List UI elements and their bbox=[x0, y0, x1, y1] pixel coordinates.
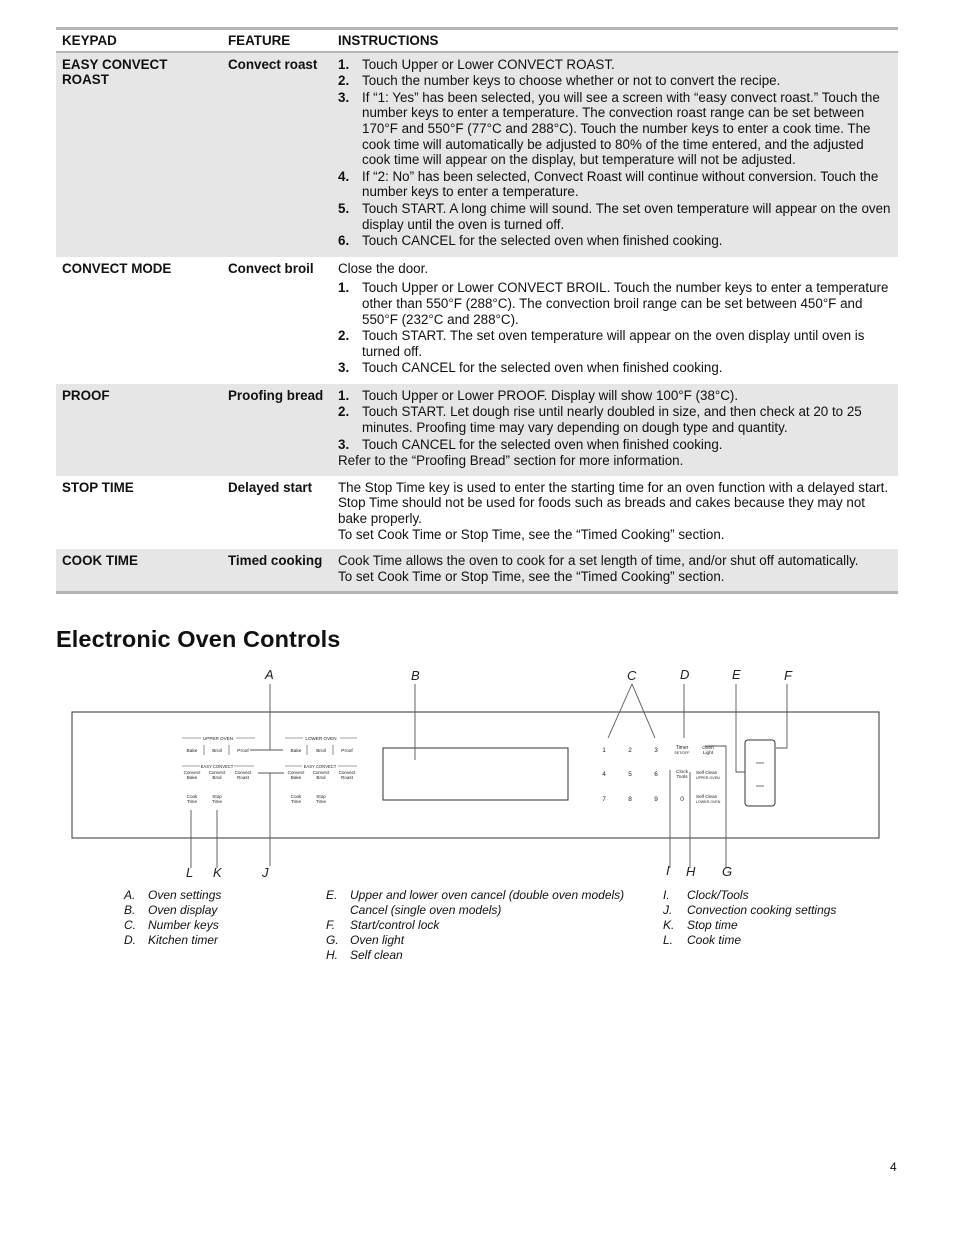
page-number: 4 bbox=[890, 1160, 897, 1174]
legend-item bbox=[124, 888, 304, 903]
upper-oven-key[interactable]: Proof bbox=[237, 749, 249, 754]
instruction-step bbox=[338, 90, 892, 168]
callout-b: B bbox=[411, 668, 420, 683]
callout-d: D bbox=[680, 667, 690, 682]
number-key[interactable]: 8 bbox=[628, 796, 632, 803]
lower-oven-key[interactable]: Broil bbox=[316, 749, 326, 754]
instructions-cell bbox=[332, 52, 898, 257]
upper-convect-key[interactable]: Broil bbox=[212, 775, 222, 780]
lower-time-key[interactable]: Stop bbox=[316, 794, 326, 799]
legend-item bbox=[663, 933, 843, 948]
callout-c: C bbox=[627, 668, 637, 683]
legend-text: Upper and lower oven cancel (double oven models) Cancel (single oven models) bbox=[350, 888, 625, 917]
clock-tools-key[interactable]: Tools bbox=[676, 775, 688, 780]
step-number: 1. bbox=[338, 280, 350, 296]
number-key[interactable]: 5 bbox=[628, 771, 632, 778]
upper-oven-label: UPPER OVEN bbox=[202, 736, 234, 741]
step-number: 2. bbox=[338, 328, 350, 344]
instruction-step bbox=[338, 233, 892, 249]
legend-letter: I. bbox=[663, 888, 670, 902]
callout-e: E bbox=[732, 667, 741, 682]
legend-item bbox=[124, 903, 304, 918]
keypad-cell: STOP TIME bbox=[62, 479, 134, 495]
lower-time-key[interactable]: Cook bbox=[290, 794, 302, 799]
callout-l: L bbox=[186, 865, 194, 880]
instruction-steps bbox=[338, 280, 892, 376]
instruction-step bbox=[338, 280, 892, 327]
legend-text: Oven light bbox=[350, 933, 405, 947]
legend-text: Self clean bbox=[350, 948, 403, 962]
instruction-line: To set Cook Time or Stop Time, see the “Timed Cooking” section. bbox=[338, 526, 725, 542]
legend-item bbox=[326, 888, 646, 918]
legend-letter: L. bbox=[663, 933, 674, 947]
instruction-step bbox=[338, 388, 892, 404]
legend-letter: A. bbox=[124, 888, 136, 902]
header-instructions: INSTRUCTIONS bbox=[332, 29, 898, 52]
table-row bbox=[56, 476, 898, 549]
self-clean-lower-key[interactable]: LOWER OVEN bbox=[696, 800, 721, 804]
legend-text: Stop time bbox=[687, 918, 738, 932]
number-key[interactable]: 6 bbox=[654, 771, 658, 778]
legend-letter: K. bbox=[663, 918, 675, 932]
clock-tools-key[interactable]: Clock bbox=[676, 770, 688, 775]
legend-letter: D. bbox=[124, 933, 136, 947]
table-header-row bbox=[56, 29, 898, 52]
instruction-steps bbox=[338, 57, 892, 249]
instruction-step bbox=[338, 57, 892, 73]
lower-convect-key[interactable]: Convect bbox=[338, 770, 356, 775]
number-key[interactable]: 0 bbox=[680, 796, 684, 803]
upper-time-key[interactable]: Time bbox=[211, 799, 223, 804]
legend-letter: F. bbox=[326, 918, 336, 932]
oven-display bbox=[383, 748, 568, 800]
number-key[interactable]: 4 bbox=[602, 771, 606, 778]
instruction-step bbox=[338, 73, 892, 89]
timer-key[interactable]: Timer bbox=[675, 745, 689, 751]
legend-text: Kitchen timer bbox=[148, 933, 219, 947]
upper-time-key[interactable]: Cook bbox=[186, 794, 198, 799]
table-row bbox=[56, 257, 898, 384]
self-clean-upper-key[interactable]: Self Clean bbox=[696, 770, 718, 775]
keypad-cell: PROOF bbox=[56, 384, 222, 476]
step-number: 2. bbox=[338, 73, 350, 89]
instructions-cell bbox=[332, 257, 898, 384]
upper-time-key[interactable]: Stop bbox=[212, 794, 222, 799]
step-number: 2. bbox=[338, 404, 350, 420]
feature-cell: Convect roast bbox=[222, 52, 332, 257]
keypad-cell: CONVECT MODE bbox=[62, 260, 172, 276]
step-text: Touch START. A long chime will sound. The set oven temperature will appear on the oven display until the oven is turned off. bbox=[362, 200, 891, 232]
upper-convect-key[interactable]: Convect bbox=[208, 770, 226, 775]
oven-light-key[interactable]: Oven bbox=[702, 746, 714, 751]
legend-item bbox=[326, 918, 646, 933]
instruction-step bbox=[338, 328, 892, 359]
legend-text: Cook time bbox=[687, 933, 742, 947]
legend-item bbox=[124, 918, 304, 933]
lower-oven-key[interactable]: Bake bbox=[290, 749, 302, 754]
instruction-intro: Close the door. bbox=[338, 260, 429, 276]
lower-time-key[interactable]: Time bbox=[315, 799, 327, 804]
legend-letter: B. bbox=[124, 903, 136, 917]
callout-i: I bbox=[666, 863, 670, 878]
step-text: Touch Upper or Lower CONVECT ROAST. bbox=[362, 56, 615, 72]
oven-light-key[interactable]: Light bbox=[702, 751, 714, 756]
upper-oven-key[interactable]: Broil bbox=[212, 749, 222, 754]
legend-item bbox=[326, 948, 646, 963]
oven-control-panel-diagram bbox=[0, 660, 954, 885]
lower-convect-key[interactable]: Convect bbox=[312, 770, 330, 775]
number-key[interactable]: 9 bbox=[654, 796, 658, 803]
instruction-line: The Stop Time key is used to enter the starting time for an oven function with a delayed start. bbox=[338, 479, 889, 495]
number-key[interactable]: 3 bbox=[654, 747, 658, 754]
easy-convect-upper-label: EASY CONVECT bbox=[200, 764, 234, 769]
keypad-feature-table bbox=[56, 27, 898, 594]
lower-convect-key[interactable]: Bake bbox=[290, 775, 302, 780]
callout-k: K bbox=[213, 865, 222, 880]
step-number: 1. bbox=[338, 56, 350, 72]
legend-item bbox=[124, 933, 304, 948]
feature-cell: Proofing bread bbox=[222, 384, 332, 476]
step-text: Touch CANCEL for the selected oven when finished cooking. bbox=[362, 233, 723, 249]
instruction-line: Stop Time should not be used for foods such as breads and cakes because they may not bake properly. bbox=[338, 495, 866, 527]
step-text: Touch CANCEL for the selected oven when finished cooking. bbox=[362, 360, 723, 376]
step-number: 3. bbox=[338, 360, 350, 376]
legend-text: Number keys bbox=[148, 918, 219, 932]
table-row bbox=[56, 384, 898, 476]
section-title: Electronic Oven Controls bbox=[56, 626, 341, 652]
header-keypad: KEYPAD bbox=[56, 29, 222, 52]
instruction-step bbox=[338, 201, 892, 232]
lower-oven-label: LOWER OVEN bbox=[305, 736, 337, 741]
step-text: Touch Upper or Lower PROOF. Display will show 100°F (38°C). bbox=[362, 387, 739, 403]
step-text: Touch CANCEL for the selected oven when finished cooking. bbox=[362, 436, 723, 452]
step-number: 4. bbox=[338, 168, 350, 184]
lower-convect-key[interactable]: Broil bbox=[316, 775, 326, 780]
lower-convect-key[interactable]: Convect bbox=[287, 770, 305, 775]
feature-cell: Timed cooking bbox=[222, 549, 332, 593]
step-text: Touch Upper or Lower CONVECT BROIL. Touch the number keys to enter a temperature other than 550°F (288°C). The convection broil range can be set between 450°F and 550°F (232°C and 288°C). bbox=[362, 280, 889, 327]
legend-text: Start/control lock bbox=[350, 918, 440, 932]
lower-time-key[interactable]: Time bbox=[290, 799, 302, 804]
feature-cell: Convect broil bbox=[228, 260, 314, 276]
callout-h: H bbox=[686, 864, 696, 879]
keypad-cell: COOK TIME bbox=[56, 549, 222, 593]
upper-convect-key[interactable]: Convect bbox=[234, 770, 252, 775]
instructions-cell bbox=[332, 476, 898, 549]
callout-f: F bbox=[784, 668, 792, 683]
table-row bbox=[56, 549, 898, 593]
instruction-step bbox=[338, 404, 892, 435]
callout-g: G bbox=[722, 864, 733, 879]
instruction-line: To set Cook Time or Stop Time, see the “Timed Cooking” section. bbox=[338, 568, 725, 584]
lower-convect-key[interactable]: Roast bbox=[340, 775, 354, 780]
legend-column-1 bbox=[124, 888, 304, 948]
timer-key[interactable]: SET/OFF bbox=[674, 751, 690, 755]
legend-letter: G. bbox=[326, 933, 339, 947]
instructions-cell bbox=[332, 549, 898, 593]
step-number: 3. bbox=[338, 89, 350, 105]
instruction-step bbox=[338, 437, 892, 453]
legend-letter: C. bbox=[124, 918, 136, 932]
number-key[interactable]: 1 bbox=[602, 747, 606, 754]
legend-text: Convection cooking settings bbox=[687, 903, 837, 917]
legend-item bbox=[326, 933, 646, 948]
step-number: 5. bbox=[338, 200, 350, 216]
step-text: Touch START. The set oven temperature will appear on the oven display until oven is turned off. bbox=[362, 328, 865, 359]
start-cancel-key-group bbox=[745, 740, 775, 806]
instruction-steps bbox=[338, 388, 892, 452]
upper-convect-key[interactable]: Bake bbox=[186, 775, 198, 780]
instruction-note: Refer to the “Proofing Bread” section for more information. bbox=[338, 453, 684, 469]
lower-oven-key[interactable]: Proof bbox=[341, 749, 353, 754]
step-text: If “1: Yes” has been selected, you will see a screen with “easy convect roast.” Touch the number keys to enter a temperature. The convection roast range can be set between 170°F and 550°F (77°C and 288°C). Touch the number keys to enter a cook time. The cook time will automatically be adjusted to 80% of the time entered, and the adjusted cook time will appear on the display, but temperature will not be adjusted. bbox=[362, 89, 880, 168]
legend-text: Clock/Tools bbox=[687, 888, 749, 902]
legend-item bbox=[663, 918, 843, 933]
legend-column-3 bbox=[663, 888, 843, 948]
callout-j: J bbox=[262, 865, 269, 880]
legend-item bbox=[663, 888, 843, 903]
step-number: 3. bbox=[338, 436, 350, 452]
legend-letter: H. bbox=[326, 948, 338, 962]
upper-oven-key[interactable]: Bake bbox=[186, 749, 198, 754]
step-number: 1. bbox=[338, 387, 350, 403]
step-number: 6. bbox=[338, 233, 350, 249]
instruction-step bbox=[338, 169, 892, 200]
header-feature: FEATURE bbox=[222, 29, 332, 52]
number-key[interactable]: 2 bbox=[628, 747, 632, 754]
upper-convect-key[interactable]: Roast bbox=[236, 775, 250, 780]
legend-item bbox=[663, 903, 843, 918]
upper-convect-key[interactable]: Convect bbox=[183, 770, 201, 775]
step-text: Touch the number keys to choose whether or not to convert the recipe. bbox=[362, 73, 781, 89]
easy-convect-lower-label: EASY CONVECT bbox=[303, 764, 337, 769]
instructions-cell bbox=[332, 384, 898, 476]
feature-cell: Delayed start bbox=[228, 479, 313, 495]
self-clean-upper-key[interactable]: UPPER OVEN bbox=[696, 776, 720, 780]
keypad-cell: EASY CONVECT ROAST bbox=[56, 52, 222, 257]
instruction-line: Cook Time allows the oven to cook for a set length of time, and/or shut off automatically. bbox=[338, 553, 859, 569]
instruction-step bbox=[338, 360, 892, 376]
legend-text: Oven settings bbox=[148, 888, 222, 902]
callout-a: A bbox=[265, 667, 274, 682]
upper-time-key[interactable]: Time bbox=[186, 799, 198, 804]
legend-letter: E. bbox=[326, 888, 338, 902]
legend-text: Oven display bbox=[148, 903, 218, 917]
number-key[interactable]: 7 bbox=[602, 796, 606, 803]
step-text: Touch START. Let dough rise until nearly doubled in size, and then check at 20 to 25 minutes. Proofing time may vary depending on dough type and quantity. bbox=[362, 404, 862, 436]
legend-letter: J. bbox=[663, 903, 673, 917]
self-clean-lower-key[interactable]: Self Clean bbox=[696, 794, 718, 799]
legend-column-2 bbox=[326, 888, 646, 963]
step-text: If “2: No” has been selected, Convect Roast will continue without conversion. Touch the number keys to enter a temperature. bbox=[362, 168, 879, 200]
table-row bbox=[56, 52, 898, 257]
